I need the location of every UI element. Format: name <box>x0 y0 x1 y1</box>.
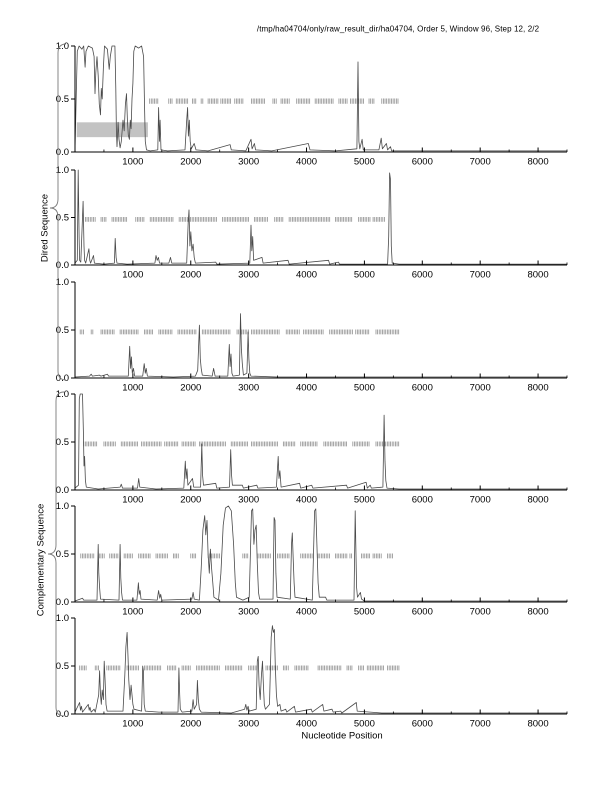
marker-dash-row <box>150 98 398 103</box>
x-tick-label: 4000 <box>295 382 318 394</box>
y-tick-label: 0.0 <box>55 709 69 721</box>
y-tick-label: 0.0 <box>55 485 69 497</box>
x-tick-label: 8000 <box>527 269 549 281</box>
x-tick-label: 8000 <box>527 382 549 394</box>
x-tick-label: 1000 <box>122 494 144 506</box>
x-tick-label: 2000 <box>180 606 202 618</box>
x-tick-label: 1000 <box>122 156 144 168</box>
group-label-complementary-sequence: Complementary Sequence <box>35 503 47 617</box>
x-tick-label: 5000 <box>353 269 375 281</box>
axes <box>71 618 567 714</box>
group-label-dired-sequence: Dired Sequence <box>39 193 51 263</box>
subplot-dired-subplot-3 <box>56 277 567 393</box>
marker-dash-row <box>80 666 399 671</box>
y-tick-label: 0.5 <box>55 661 69 673</box>
x-tick-label: 6000 <box>411 156 433 168</box>
x-axis-label: Nucleotide Position <box>301 730 383 742</box>
axes <box>71 394 567 490</box>
x-tick-label: 7000 <box>469 606 491 618</box>
x-tick-label: 2000 <box>180 156 202 168</box>
x-tick-label: 3000 <box>238 718 260 730</box>
x-tick-label: 4000 <box>295 494 318 506</box>
x-tick-label: 7000 <box>469 382 491 394</box>
x-tick-label: 4000 <box>295 718 318 730</box>
y-tick-label: 0.5 <box>55 212 69 224</box>
x-tick-label: 6000 <box>411 382 433 394</box>
x-tick-label: 8000 <box>527 606 549 618</box>
subplot-dired-subplot-1 <box>56 41 567 167</box>
x-tick-label: 1000 <box>122 606 144 618</box>
subplot-complementary-subplot-3 <box>56 613 567 729</box>
x-tick-label: 1000 <box>122 382 144 394</box>
y-tick-label: 0.0 <box>55 147 69 159</box>
y-tick-label: 0.5 <box>55 549 69 561</box>
x-tick-label: 6000 <box>411 718 433 730</box>
x-tick-label: 6000 <box>411 269 433 281</box>
x-tick-label: 3000 <box>238 606 260 618</box>
x-tick-label: 5000 <box>353 606 375 618</box>
marker-dash-row <box>81 554 393 559</box>
x-tick-label: 6000 <box>411 606 433 618</box>
y-tick-label: 1.0 <box>55 41 69 53</box>
probability-line <box>75 314 567 377</box>
y-tick-label: 0.0 <box>55 597 69 609</box>
subplot-complementary-subplot-2 <box>56 501 567 617</box>
x-tick-label: 1000 <box>122 718 144 730</box>
y-tick-label: 0.0 <box>55 260 69 272</box>
y-tick-label: 0.0 <box>55 373 69 385</box>
y-tick-label: 0.5 <box>55 325 69 337</box>
y-tick-label: 1.0 <box>55 165 69 177</box>
x-tick-label: 2000 <box>180 382 202 394</box>
y-tick-label: 1.0 <box>55 389 69 401</box>
y-tick-label: 1.0 <box>55 277 69 289</box>
highlight-region <box>77 122 148 137</box>
x-tick-label: 8000 <box>527 156 549 168</box>
x-tick-label: 4000 <box>295 156 318 168</box>
axes <box>71 282 567 378</box>
subplot-complementary-subplot-1 <box>56 389 567 505</box>
probability-line <box>75 506 567 601</box>
x-tick-label: 4000 <box>295 606 318 618</box>
x-tick-label: 7000 <box>469 269 491 281</box>
y-tick-label: 1.0 <box>55 613 69 625</box>
marker-dash-row <box>85 217 384 222</box>
x-tick-label: 3000 <box>238 269 260 281</box>
marker-dash-row <box>84 442 399 447</box>
probability-line <box>75 46 567 151</box>
axes <box>71 170 567 265</box>
x-tick-label: 6000 <box>411 494 433 506</box>
x-tick-label: 2000 <box>180 494 202 506</box>
x-tick-label: 3000 <box>238 494 260 506</box>
x-tick-label: 5000 <box>353 156 375 168</box>
x-tick-label: 4000 <box>295 269 318 281</box>
probability-line <box>75 170 567 264</box>
x-tick-label: 7000 <box>469 718 491 730</box>
x-tick-label: 7000 <box>469 156 491 168</box>
y-tick-label: 1.0 <box>55 501 69 513</box>
y-tick-label: 0.5 <box>55 437 69 449</box>
x-tick-label: 1000 <box>122 269 144 281</box>
x-tick-label: 5000 <box>353 718 375 730</box>
x-tick-label: 5000 <box>353 382 375 394</box>
subplot-dired-subplot-2 <box>56 165 567 280</box>
figure-title: /tmp/ha04704/only/raw_result_dir/ha04704, Order 5, Window 96, Step 12, 2/2 <box>256 24 540 34</box>
marker-dash-row <box>80 330 398 335</box>
x-tick-label: 8000 <box>527 494 549 506</box>
x-tick-label: 3000 <box>238 382 260 394</box>
x-tick-label: 7000 <box>469 494 491 506</box>
x-tick-label: 8000 <box>527 718 549 730</box>
x-tick-label: 2000 <box>180 269 202 281</box>
x-tick-label: 2000 <box>180 718 202 730</box>
x-tick-label: 5000 <box>353 494 375 506</box>
y-tick-label: 0.5 <box>55 94 69 106</box>
x-tick-label: 3000 <box>238 156 260 168</box>
probability-line <box>75 394 567 489</box>
